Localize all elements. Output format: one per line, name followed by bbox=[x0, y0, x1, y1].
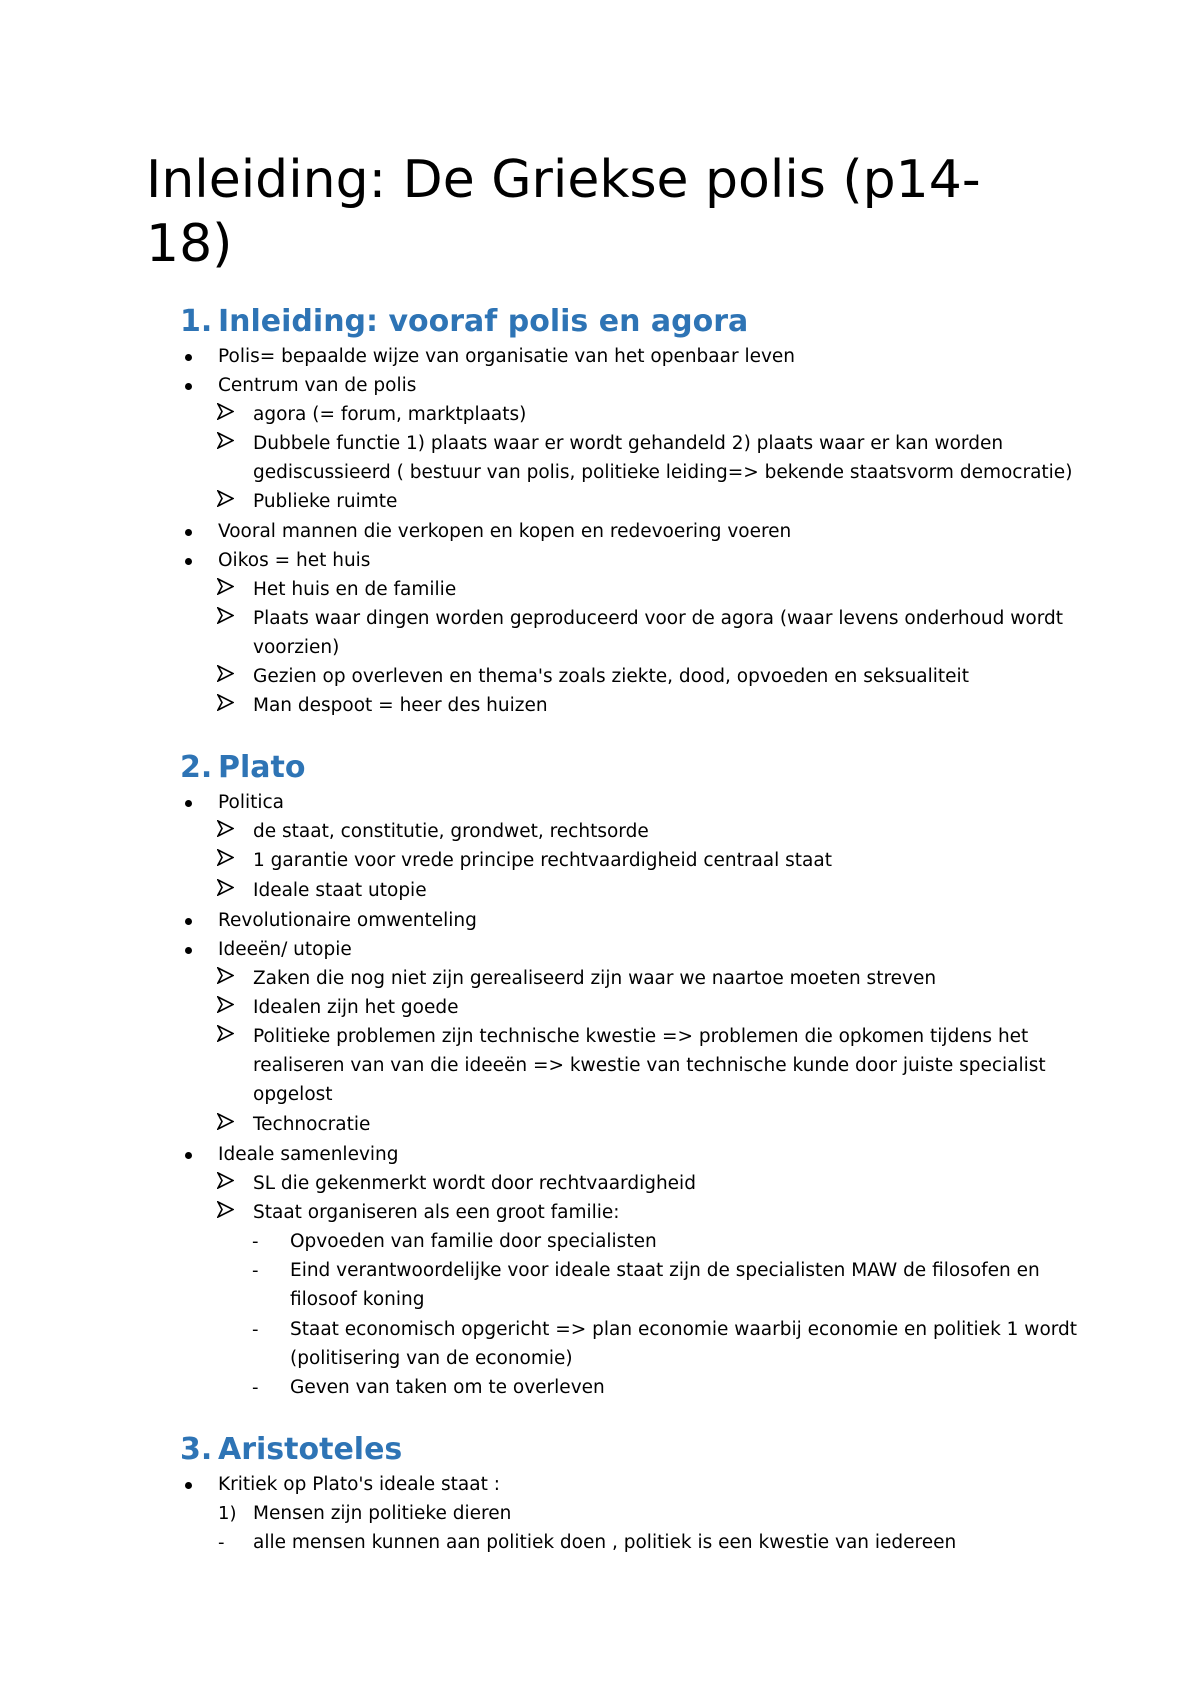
bullet-dot-icon bbox=[185, 383, 192, 390]
section-title: Inleiding: vooraf polis en agora bbox=[218, 304, 749, 339]
title-line-1: Inleiding: De Griekse polis (p14- bbox=[146, 150, 981, 210]
list-item: Zaken die nog niet zijn gerealiseerd zijn waar we naartoe moeten streven bbox=[253, 968, 937, 989]
list-item: alle mensen kunnen aan politiek doen , politiek is een kwestie van iedereen bbox=[253, 1532, 957, 1553]
list-item: Vooral mannen die verkopen en kopen en redevoering voeren bbox=[218, 521, 792, 542]
list-item-continuation: filosoof koning bbox=[290, 1289, 425, 1310]
arrow-bullet-icon bbox=[217, 665, 234, 682]
bullet-dot-icon bbox=[185, 558, 192, 565]
arrow-bullet-icon bbox=[217, 1113, 234, 1130]
section-number: 1. bbox=[180, 304, 213, 339]
list-item: Technocratie bbox=[253, 1114, 371, 1135]
list-item-continuation: gediscussieerd ( bestuur van polis, politieke leiding=> bekende staatsvorm democratie) bbox=[253, 462, 1073, 483]
dash-bullet: - bbox=[252, 1377, 259, 1398]
bullet-dot-icon bbox=[185, 918, 192, 925]
dash-bullet: - bbox=[218, 1532, 225, 1553]
list-item-continuation: voorzien) bbox=[253, 637, 340, 658]
list-item: de staat, constitutie, grondwet, rechtsorde bbox=[253, 821, 649, 842]
title-line-2: 18) bbox=[146, 214, 233, 274]
list-item: SL die gekenmerkt wordt door rechtvaardigheid bbox=[253, 1173, 696, 1194]
list-item: Gezien op overleven en thema's zoals ziekte, dood, opvoeden en seksualiteit bbox=[253, 666, 969, 687]
list-number: 1) bbox=[218, 1503, 237, 1524]
arrow-bullet-icon bbox=[217, 490, 234, 507]
list-item: Publieke ruimte bbox=[253, 491, 398, 512]
list-item: Idealen zijn het goede bbox=[253, 997, 459, 1018]
section-number: 2. bbox=[180, 750, 213, 785]
list-item: Het huis en de familie bbox=[253, 579, 457, 600]
list-item-continuation: (politisering van de economie) bbox=[290, 1348, 573, 1369]
list-item: Kritiek op Plato's ideale staat : bbox=[218, 1474, 500, 1495]
dash-bullet: - bbox=[252, 1319, 259, 1340]
section-heading-2 bbox=[180, 749, 305, 787]
section-heading-1 bbox=[180, 303, 748, 341]
bullet-dot-icon bbox=[185, 354, 192, 361]
section-number: 3. bbox=[180, 1432, 213, 1467]
list-item: Dubbele functie 1) plaats waar er wordt gehandeld 2) plaats waar er kan worden bbox=[253, 433, 1004, 454]
list-item: Opvoeden van familie door specialisten bbox=[290, 1231, 657, 1252]
arrow-bullet-icon bbox=[217, 607, 234, 624]
list-item: Centrum van de polis bbox=[218, 375, 417, 396]
list-item-continuation: opgelost bbox=[253, 1084, 333, 1105]
arrow-bullet-icon bbox=[217, 996, 234, 1013]
bullet-dot-icon bbox=[185, 1152, 192, 1159]
list-item: Staat organiseren als een groot familie: bbox=[253, 1202, 620, 1223]
section-title: Plato bbox=[218, 750, 306, 785]
arrow-bullet-icon bbox=[217, 403, 234, 420]
list-item: Revolutionaire omwenteling bbox=[218, 910, 477, 931]
list-item-continuation: realiseren van van die ideeën => kwestie van technische kunde door juiste specialist bbox=[253, 1055, 1046, 1076]
list-item: Politica bbox=[218, 792, 284, 813]
arrow-bullet-icon bbox=[217, 967, 234, 984]
list-item: Ideeën/ utopie bbox=[218, 939, 352, 960]
list-item: Eind verantwoordelijke voor ideale staat zijn de specialisten MAW de filosofen en bbox=[290, 1260, 1040, 1281]
bullet-dot-icon bbox=[185, 529, 192, 536]
list-item: 1 garantie voor vrede principe rechtvaardigheid centraal staat bbox=[253, 850, 832, 871]
bullet-dot-icon bbox=[185, 947, 192, 954]
arrow-bullet-icon bbox=[217, 1201, 234, 1218]
list-item: Man despoot = heer des huizen bbox=[253, 695, 548, 716]
list-item: agora (= forum, marktplaats) bbox=[253, 404, 527, 425]
list-item: Polis= bepaalde wijze van organisatie van het openbaar leven bbox=[218, 346, 796, 367]
arrow-bullet-icon bbox=[217, 694, 234, 711]
arrow-bullet-icon bbox=[217, 820, 234, 837]
bullet-dot-icon bbox=[185, 800, 192, 807]
document-title bbox=[146, 148, 1046, 276]
dash-bullet: - bbox=[252, 1231, 259, 1252]
arrow-bullet-icon bbox=[217, 1172, 234, 1189]
arrow-bullet-icon bbox=[217, 879, 234, 896]
list-item: Geven van taken om te overleven bbox=[290, 1377, 605, 1398]
dash-bullet: - bbox=[252, 1260, 259, 1281]
arrow-bullet-icon bbox=[217, 849, 234, 866]
list-item: Plaats waar dingen worden geproduceerd voor de agora (waar levens onderhoud wordt bbox=[253, 608, 1063, 629]
list-item: Politieke problemen zijn technische kwestie => problemen die opkomen tijdens het bbox=[253, 1026, 1029, 1047]
list-item: Oikos = het huis bbox=[218, 550, 371, 571]
arrow-bullet-icon bbox=[217, 578, 234, 595]
section-title: Aristoteles bbox=[218, 1432, 403, 1467]
list-item: Ideale staat utopie bbox=[253, 880, 427, 901]
bullet-dot-icon bbox=[185, 1482, 192, 1489]
section-heading-3 bbox=[180, 1431, 402, 1469]
list-item: Ideale samenleving bbox=[218, 1144, 399, 1165]
list-item: Staat economisch opgericht => plan economie waarbij economie en politiek 1 wordt bbox=[290, 1319, 1078, 1340]
list-item: Mensen zijn politieke dieren bbox=[253, 1503, 512, 1524]
arrow-bullet-icon bbox=[217, 1025, 234, 1042]
arrow-bullet-icon bbox=[217, 432, 234, 449]
